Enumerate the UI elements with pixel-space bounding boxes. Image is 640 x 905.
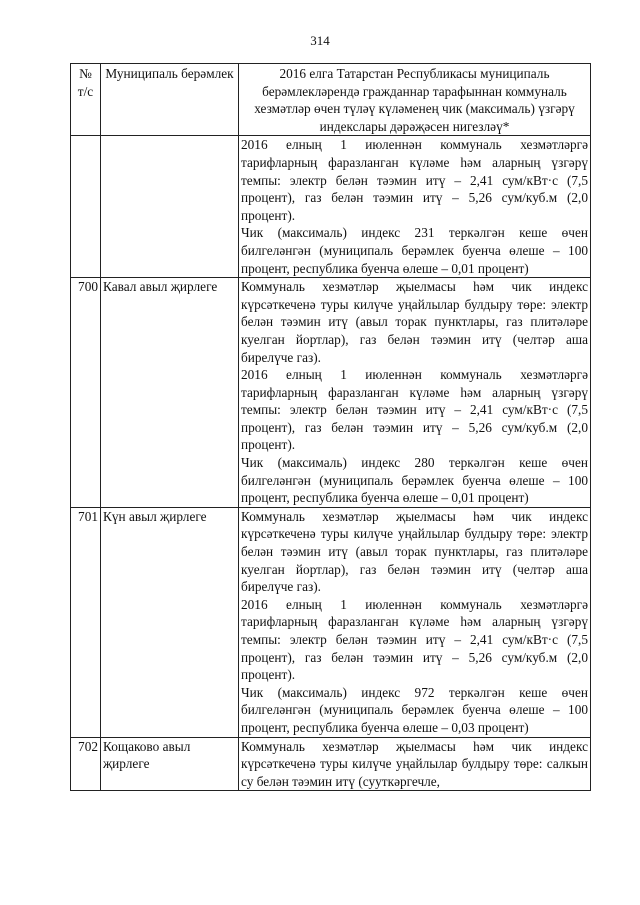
row-municipality: Кавал авыл җирлеге [101, 278, 239, 508]
header-number: № т/с [71, 64, 101, 136]
row-paragraph: 2016 елның 1 июленнән коммуналь хезмәтләргә тарифларның фаразланган күләме һәм аларның үзгәрү темпы: электр белән тәэмин итү – 2,41 сум/кВт·с (7,5 процент), газ белән тәэмин итү – 5,26 сум/куб.м (2,0 процент). [241, 137, 588, 223]
table-row [71, 507, 591, 737]
table-header-row [71, 64, 591, 136]
row-index-description [239, 278, 591, 508]
row-index-description [239, 737, 591, 791]
row-number [71, 136, 101, 278]
tariff-index-table [70, 63, 591, 791]
row-number: 702 [71, 737, 101, 791]
row-paragraph: Чик (максималь) индекс 231 теркәлгән кеше өчен билгеләнгән (муниципаль берәмлек буенча өлеше – 100 процент, республика буенча өлеше – 0,01 процент) [241, 225, 588, 276]
row-number: 701 [71, 507, 101, 737]
row-municipality: Кощаково авыл җирлеге [101, 737, 239, 791]
row-municipality: Күн авыл җирлеге [101, 507, 239, 737]
row-index-description [239, 507, 591, 737]
row-paragraph: Коммуналь хезмәтләр җыелмасы һәм чик индекс күрсәткеченә туры килүче уңайлылар булдыру төре: электр белән тәэмин итү (авыл торак пунктлары, газ плитәләре куелган йортлар), газ белән тәэмин итү (челтәр аша бирелүче газ). [241, 279, 588, 365]
header-municipality: Муниципаль берәмлек [101, 64, 239, 136]
table-row [71, 278, 591, 508]
row-paragraph: Чик (максималь) индекс 972 теркәлгән кеше өчен билгеләнгән (муниципаль берәмлек буенча өлеше – 100 процент, республика буенча өлеше – 0,03 процент) [241, 684, 588, 735]
row-paragraph: 2016 елның 1 июленнән коммуналь хезмәтләргә тарифларның фаразланган күләме һәм аларның үзгәрү темпы: электр белән тәэмин итү – 2,41 сум/кВт·с (7,5 процент), газ белән тәэмин итү – 5,26 сум/куб.м (2,0 процент). [241, 596, 588, 683]
row-paragraph: Коммуналь хезмәтләр җыелмасы һәм чик индекс күрсәткеченә туры килүче уңайлылар булдыру төре: салкын су белән тәэмин итү (сууткәргечле, [241, 738, 588, 789]
table-row [71, 737, 591, 791]
row-index-description [239, 136, 591, 278]
table-row [71, 136, 591, 278]
row-paragraph: Коммуналь хезмәтләр җыелмасы һәм чик индекс күрсәткеченә туры килүче уңайлылар булдыру төре: электр белән тәэмин итү (авыл торак пунктлары, газ плитәләре куелган йортлар), газ белән тәэмин итү (челтәр аша бирелүче газ). [241, 508, 588, 595]
row-paragraph: 2016 елның 1 июленнән коммуналь хезмәтләргә тарифларның фаразланган күләме һәм аларның үзгәрү темпы: электр белән тәэмин итү – 2,41 сум/кВт·с (7,5 процент), газ белән тәэмин итү – 5,26 сум/куб.м (2,0 процент). [241, 367, 588, 453]
row-paragraph: Чик (максималь) индекс 280 теркәлгән кеше өчен билгеләнгән (муниципаль берәмлек буенча өлеше – 100 процент, республика буенча өлеше – 0,01 процент) [241, 455, 588, 506]
row-municipality [101, 136, 239, 278]
page-number: 314 [310, 33, 330, 48]
row-number: 700 [71, 278, 101, 508]
header-index: 2016 елга Татарстан Республикасы муниципаль берәмлекләрендә гражданнар тарафыннан коммуналь хезмәтләр өчен түләү күләменең чик (максималь) үзгәрү индекслары дәрәҗәсен нигезләү* [239, 64, 591, 136]
